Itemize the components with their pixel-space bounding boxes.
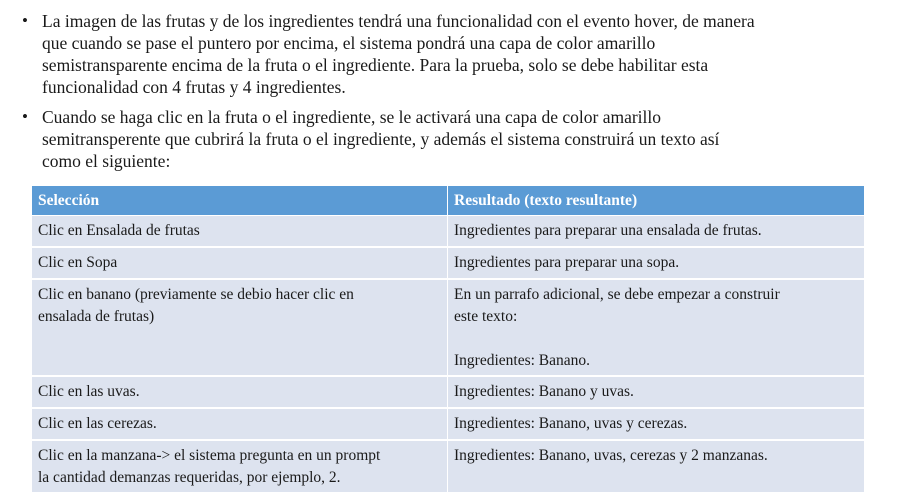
cell-line: En un parrafo adicional, se debe empezar a construir [454,286,780,303]
selection-cell [32,441,448,494]
table-row [32,409,864,441]
table-row [32,216,864,248]
table-row [32,280,864,377]
cell-line: Clic en las uvas. [38,383,140,400]
bullet-line: semistransparente encima de la fruta o el ingrediente. Para la prueba, solo se debe habilitar esta [42,55,709,75]
bullet-hover [22,10,902,98]
selection-result-table [32,186,864,494]
cell-line: la cantidad demanzas requeridas, por ejemplo, 2. [38,469,341,486]
cell-line: Clic en las cerezas. [38,415,157,432]
table-row [32,441,864,494]
selection-cell [32,377,448,409]
result-cell [448,248,864,280]
table-row [32,377,864,409]
header-selection: Selección [32,186,448,216]
bullet-line: semitransperente que cubrirá la fruta o el ingrediente, y además el sistema construirá un texto así [42,129,720,149]
cell-line: Ingredientes para preparar una ensalada de frutas. [454,222,762,239]
cell-line: Clic en la manzana-> el sistema pregunta en un prompt [38,447,381,464]
bullet-line: que cuando se pase el puntero por encima, el sistema pondrá una capa de color amarillo [42,33,656,53]
bullet-line: funcionalidad con 4 frutas y 4 ingredientes. [42,77,346,97]
cell-line: Clic en banano (previamente se debio hacer clic en [38,286,354,303]
selection-cell [32,280,448,377]
cell-line: Ingredientes: Banano. [454,352,591,369]
cell-line: Ingredientes para preparar una sopa. [454,254,680,271]
selection-cell [32,248,448,280]
bullet-click [22,106,902,172]
paragraph-gap [454,328,858,350]
result-cell [448,377,864,409]
selection-cell [32,409,448,441]
cell-line: este texto: [454,308,518,325]
selection-cell [32,216,448,248]
cell-line: Ingredientes: Banano y uvas. [454,383,634,400]
result-cell [448,409,864,441]
cell-line: ensalada de frutas) [38,308,155,325]
cell-line: Clic en Sopa [38,254,118,271]
bullet-dot-icon: • [22,107,28,126]
table-row [32,248,864,280]
result-cell [448,280,864,377]
header-result: Resultado (texto resultante) [448,186,864,216]
bullet-dot-icon: • [22,11,28,30]
cell-line: Ingredientes: Banano, uvas, cerezas y 2 manzanas. [454,447,768,464]
result-cell [448,441,864,494]
cell-line: Clic en Ensalada de frutas [38,222,200,239]
result-cell [448,216,864,248]
cell-line: Ingredientes: Banano, uvas y cerezas. [454,415,688,432]
bullet-line: La imagen de las frutas y de los ingredientes tendrá una funcionalidad con el evento hover, de manera [42,11,755,31]
requirements-list [22,10,902,180]
table-header-row [32,186,864,216]
bullet-line: como el siguiente: [42,151,171,171]
bullet-line: Cuando se haga clic en la fruta o el ingrediente, se le activará una capa de color amarillo [42,107,662,127]
